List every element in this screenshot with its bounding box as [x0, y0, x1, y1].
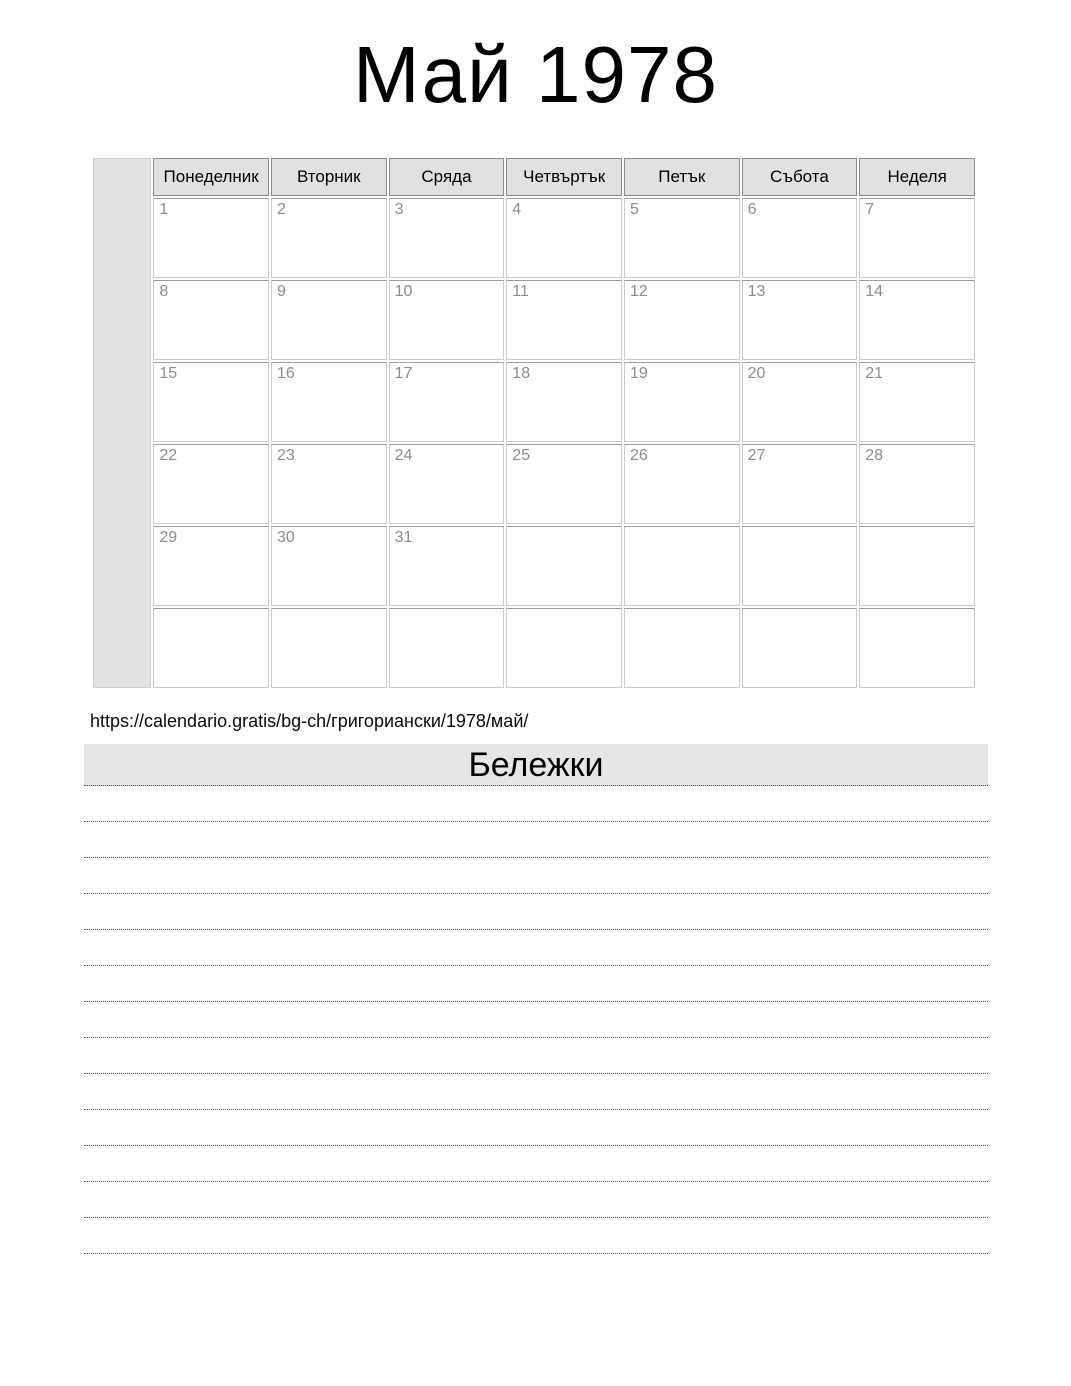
- notes-line: [84, 786, 988, 822]
- calendar-table: [91, 156, 977, 690]
- week-row: [93, 526, 975, 606]
- day-cell: 11: [506, 280, 622, 360]
- week-row: [93, 362, 975, 442]
- source-url-caption: https://calendario.gratis/bg-ch/григориански/1978/май/: [90, 711, 529, 731]
- notes-line: [84, 1218, 988, 1254]
- day-cell: 7: [859, 198, 975, 278]
- notes-line: [84, 966, 988, 1002]
- day-cell: 4: [506, 198, 622, 278]
- notes-line: [84, 894, 988, 930]
- day-cell: [859, 608, 975, 688]
- week-row: [93, 444, 975, 524]
- week-row: [93, 608, 975, 688]
- day-cell: [271, 608, 387, 688]
- day-cell: [742, 526, 858, 606]
- notes-line: [84, 858, 988, 894]
- weekday-friday: Петък: [624, 158, 740, 196]
- notes-title: Бележки: [84, 744, 988, 786]
- day-cell: 22: [153, 444, 269, 524]
- notes-line: [84, 1182, 988, 1218]
- day-cell: 24: [389, 444, 505, 524]
- notes-line: [84, 1038, 988, 1074]
- weekday-tuesday: Вторник: [271, 158, 387, 196]
- day-cell: 10: [389, 280, 505, 360]
- weekday-wednesday: Сряда: [389, 158, 505, 196]
- day-cell: [624, 608, 740, 688]
- month-calendar: [91, 156, 977, 690]
- day-cell: 9: [271, 280, 387, 360]
- notes-section: [84, 744, 988, 1254]
- day-cell: 29: [153, 526, 269, 606]
- day-cell: [389, 608, 505, 688]
- day-cell: 8: [153, 280, 269, 360]
- notes-line: [84, 930, 988, 966]
- weekday-saturday: Събота: [742, 158, 858, 196]
- weekday-sunday: Неделя: [859, 158, 975, 196]
- day-cell: 13: [742, 280, 858, 360]
- day-cell: 5: [624, 198, 740, 278]
- day-cell: 18: [506, 362, 622, 442]
- day-cell: 27: [742, 444, 858, 524]
- day-cell: [506, 526, 622, 606]
- day-cell: 14: [859, 280, 975, 360]
- day-cell: 19: [624, 362, 740, 442]
- day-cell: [153, 608, 269, 688]
- day-cell: 26: [624, 444, 740, 524]
- day-cell: 16: [271, 362, 387, 442]
- day-cell: 1: [153, 198, 269, 278]
- day-cell: [859, 526, 975, 606]
- notes-line: [84, 822, 988, 858]
- weekday-monday: Понеделник: [153, 158, 269, 196]
- day-cell: 25: [506, 444, 622, 524]
- day-cell: 12: [624, 280, 740, 360]
- weekday-header-row: [93, 158, 975, 196]
- day-cell: [506, 608, 622, 688]
- notes-line: [84, 1110, 988, 1146]
- weekday-thursday: Четвъртък: [506, 158, 622, 196]
- day-cell: 6: [742, 198, 858, 278]
- day-cell: 21: [859, 362, 975, 442]
- page-title: Май 1978: [353, 30, 718, 119]
- notes-lines: [84, 786, 988, 1254]
- week-gutter: [93, 158, 151, 688]
- day-cell: 30: [271, 526, 387, 606]
- day-cell: 28: [859, 444, 975, 524]
- notes-line: [84, 1074, 988, 1110]
- day-cell: 31: [389, 526, 505, 606]
- notes-line: [84, 1146, 988, 1182]
- day-cell: 20: [742, 362, 858, 442]
- day-cell: 23: [271, 444, 387, 524]
- day-cell: [624, 526, 740, 606]
- notes-line: [84, 1002, 988, 1038]
- week-row: [93, 280, 975, 360]
- day-cell: 2: [271, 198, 387, 278]
- week-row: [93, 198, 975, 278]
- day-cell: 17: [389, 362, 505, 442]
- day-cell: [742, 608, 858, 688]
- day-cell: 15: [153, 362, 269, 442]
- day-cell: 3: [389, 198, 505, 278]
